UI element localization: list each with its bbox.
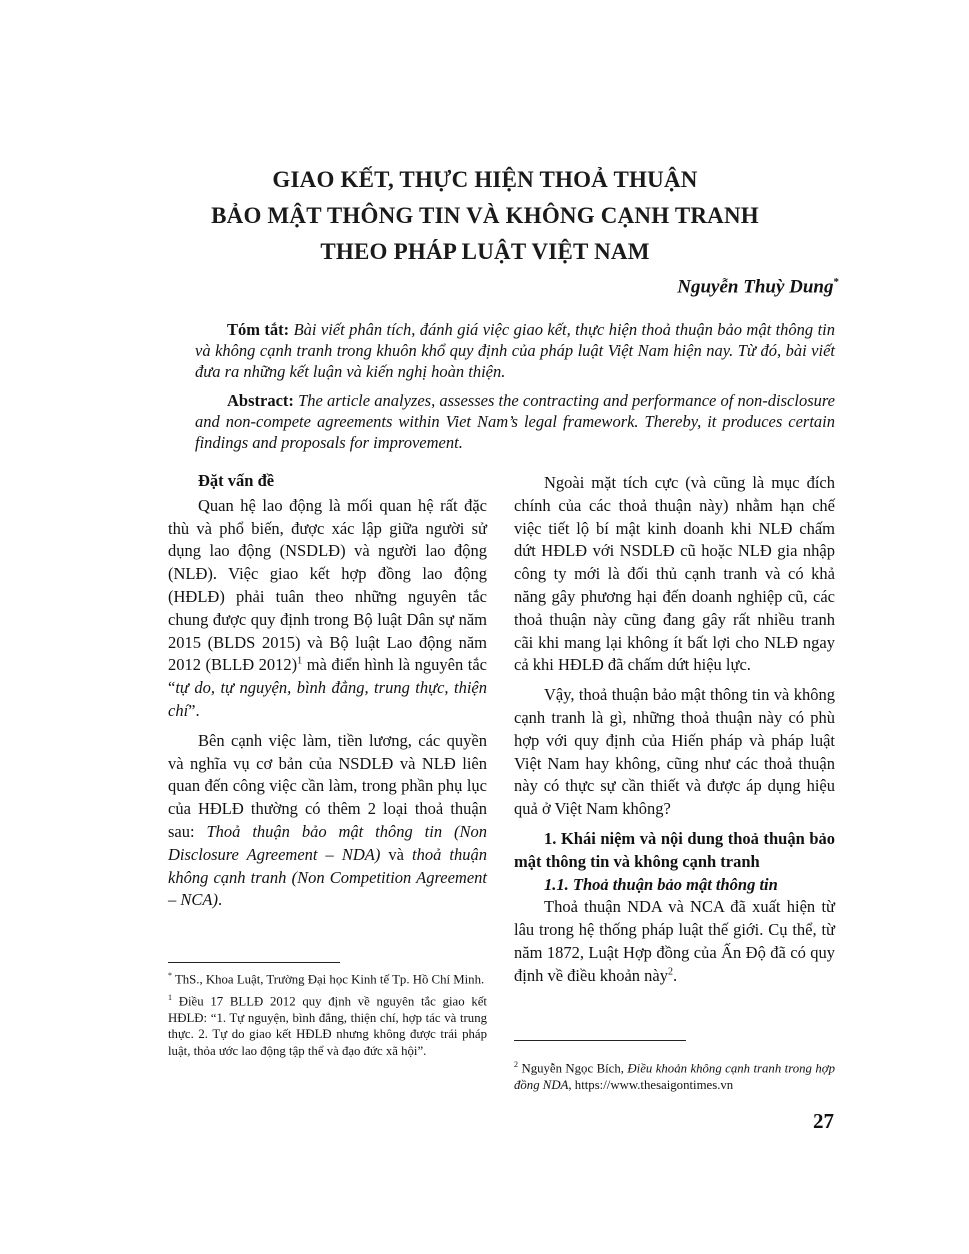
right-p3-end: .: [672, 965, 678, 985]
left-p2-italic-2: thoả thuận không cạnh tranh (Non Competition Agreement – NCA): [168, 844, 488, 910]
footnote-1: [168, 990, 487, 1059]
footnotes-right: [514, 1057, 835, 1095]
footnote-author-text: ThS., Khoa Luật, Trường Đại học Kinh tế Tp. Hồ Chí Minh.: [172, 972, 485, 987]
footnote-1-mark: 1: [168, 992, 172, 1002]
left-p2-italic-1: Thoả thuận bảo mật thông tin (Non Disclosure Agreement – NDA): [168, 821, 487, 864]
footnote-1-text: Điều 17 BLLĐ 2012 quy định về nguyên tắc giao kết HĐLĐ: “1. Tự nguyện, bình đẳng, thiện chí, hợp tác và trung thực. 2. Tự do giao kết HĐLĐ nhưng không được trái pháp luật, thỏa ước lao động tập thể và đạo đức xã hội”.: [168, 994, 487, 1058]
left-paragraph-1: [168, 495, 487, 723]
right-paragraph-2: Vậy, thoả thuận bảo mật thông tin và không cạnh tranh là gì, những thoả thuận này có phù hợp với quy định của Hiến pháp và pháp luật Việt Nam hay không, cũng như các thoả thuận này có thực sự cần thiết và được áp dụng hiệu quả ở Việt Nam không?: [514, 685, 835, 819]
subsection-heading-1-1: 1.1. Thoả thuận bảo mật thông tin: [544, 874, 778, 894]
footnote-author: [168, 968, 487, 988]
section-heading-intro: Đặt vấn đề: [198, 471, 275, 490]
left-p2-and: và: [380, 844, 413, 864]
left-paragraph-2: [168, 730, 487, 912]
author-footnote-mark: *: [833, 276, 839, 288]
footnotes-left: [168, 968, 487, 1061]
left-p1-text: Quan hệ lao động là mối quan hệ rất đặc thù và phổ biến, được xác lập giữa người sử dụng lao động (NSDLĐ) và người lao động (NLĐ). Việc giao kết hợp đồng lao động (HĐLĐ) phải tuân theo những nguyên tắc chung được quy định trong Bộ luật Dân sự năm 2015 (BLDS 2015) và Bộ luật Lao động năm 2012 (BLLĐ 2012): [168, 495, 487, 675]
title-line-1: GIAO KẾT, THỰC HIỆN THOẢ THUẬN: [272, 167, 698, 192]
left-p1-italic: tự do, tự nguyện, bình đẳng, trung thực, thiện chí: [168, 678, 487, 720]
right-column: [514, 472, 835, 995]
summary-en-label: Abstract:: [227, 391, 294, 410]
left-column: [168, 470, 487, 919]
summary-en-text: The article analyzes, assesses the contracting and performance of non-disclosure and non-compete agreements within Viet Nam’s legal framework. Thereby, it produces certain findings and proposals for improvement.: [195, 391, 835, 452]
footnote-2-mark: 2: [514, 1060, 518, 1069]
footnote-ref-1: 1: [297, 655, 303, 667]
left-p2-end: .: [217, 890, 223, 910]
footnote-ref-2: 2: [667, 966, 673, 978]
title-line-3: THEO PHÁP LUẬT VIỆT NAM: [320, 239, 650, 264]
footnote-star-mark: *: [168, 971, 172, 980]
summary-vi-text: Bài viết phân tích, đánh giá việc giao kết, thực hiện thoả thuận bảo mật thông tin và không cạnh tranh trong khuôn khổ quy định của pháp luật Việt Nam hiện nay. Từ đó, bài viết đưa ra những kết luận và kiến nghị hoàn thiện.: [195, 320, 836, 381]
right-paragraph-3: [514, 896, 835, 987]
page-number: 27: [813, 1109, 834, 1133]
footnote-2-author: Nguyễn Ngọc Bích,: [518, 1061, 628, 1076]
footnote-2-url: , https://www.thesaigontimes.vn: [568, 1077, 734, 1092]
footnote-divider-right: [514, 1040, 686, 1041]
summary-vi-label: Tóm tắt:: [227, 320, 290, 339]
summary-vietnamese: [195, 319, 835, 382]
right-p3-text: Thoả thuận NDA và NCA đã xuất hiện từ lâu trong hệ thống pháp luật thế giới. Cụ thể, từ năm 1872, Luật Hợp đồng của Ấn Độ đã có quy định về điều khoản này: [514, 897, 835, 985]
footnote-2: [514, 1057, 835, 1093]
author-name-text: Nguyễn Thuỳ Dung: [677, 276, 834, 298]
article-title: [160, 162, 810, 270]
footnote-divider-left: [168, 962, 340, 963]
left-p1-end: ”.: [188, 700, 200, 720]
footnote-2-title: Điều khoản không cạnh tranh trong hợp đồng NDA: [514, 1061, 836, 1092]
title-line-2: BẢO MẬT THÔNG TIN VÀ KHÔNG CẠNH TRANH: [211, 203, 759, 228]
summary-english: [195, 390, 835, 453]
right-paragraph-1: Ngoài mặt tích cực (và cũng là mục đích chính của các thoả thuận này) nhằm hạn chế việc tiết lộ bí mật kinh doanh khi NLĐ chấm dứt HĐLĐ với NSDLĐ cũ hoặc NLĐ gia nhập công ty mới là đối thủ cạnh tranh và có khả năng gây phương hại đến doanh nghiệp cũ, các thoả thuận này cũng đang gây rất nhiều tranh cãi khi mang lại không ít bất lợi cho NLĐ ngay cả khi HĐLĐ đã chấm dứt hiệu lực.: [514, 473, 835, 675]
author-name: [677, 276, 839, 298]
left-p1-mid: mà điển hình là nguyên tắc “: [168, 655, 487, 698]
section-heading-1: 1. Khái niệm và nội dung thoả thuận bảo mật thông tin và không cạnh tranh: [514, 828, 835, 871]
left-p2-text: Bên cạnh việc làm, tiền lương, các quyền và nghĩa vụ cơ bản của NSDLĐ và NLĐ liên quan đến công việc cần làm, trong phần phụ lục của HĐLĐ thường có thêm 2 loại thoả thuận sau:: [168, 730, 487, 841]
